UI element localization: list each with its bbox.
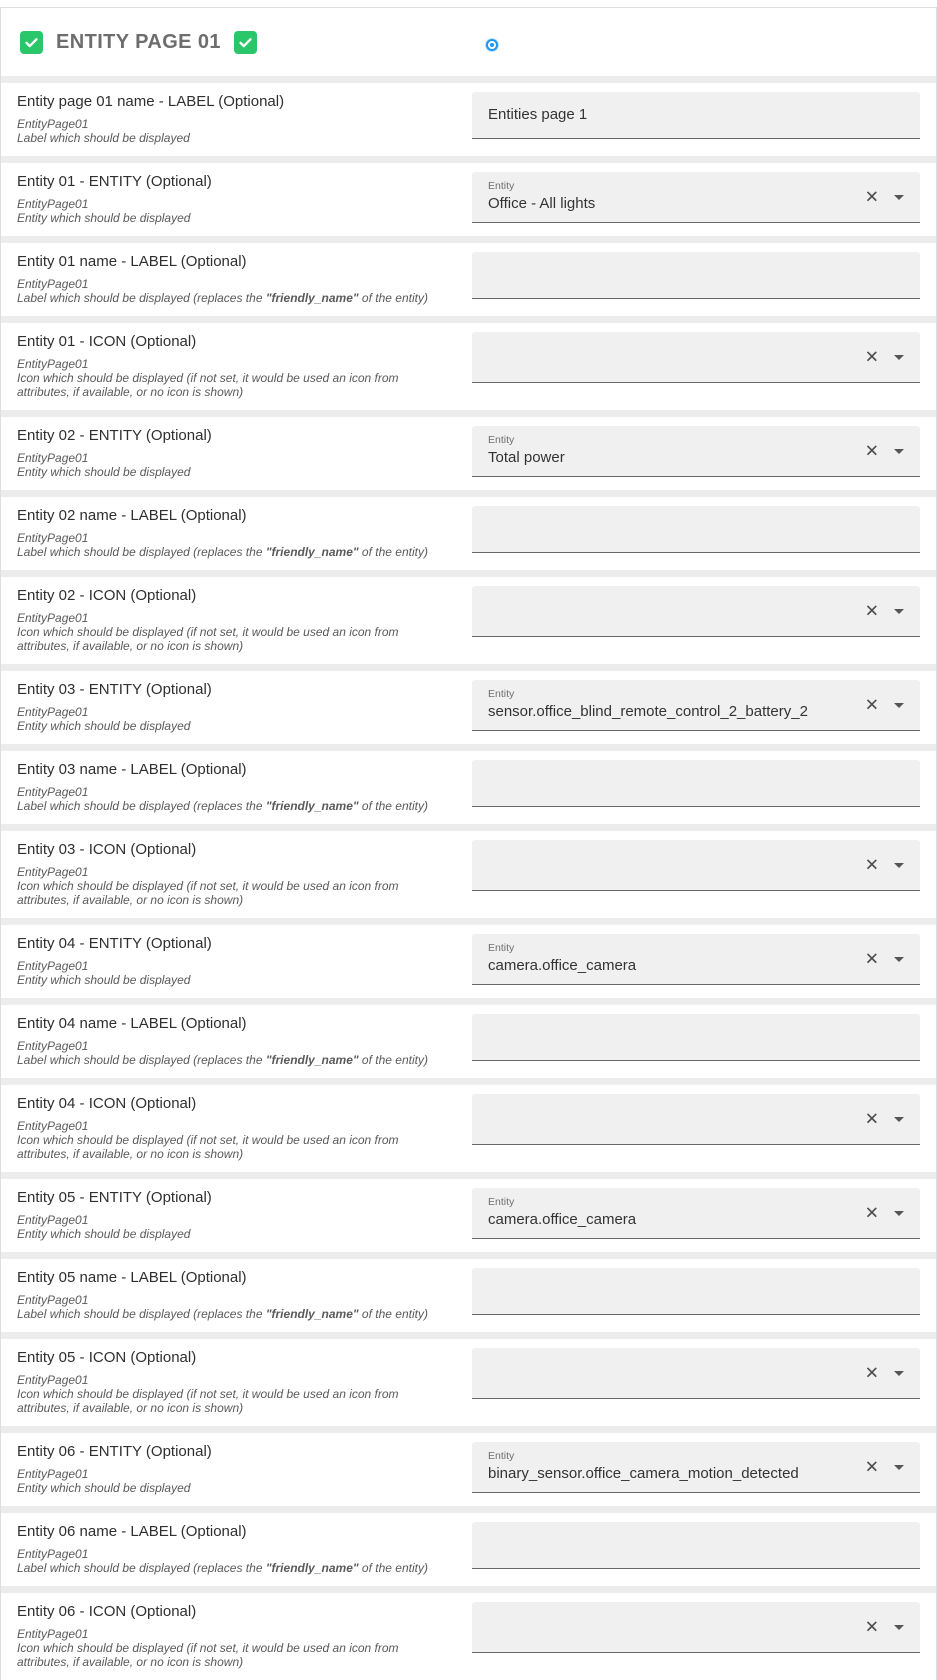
field-floating-label: Entity bbox=[488, 180, 515, 192]
description-text: Entity which should be displayed bbox=[17, 211, 191, 225]
field-title: Entity 04 - ICON (Optional) bbox=[17, 1095, 197, 1112]
clear-icon[interactable]: ✕ bbox=[864, 1203, 879, 1223]
description-text: Label which should be displayed (replaces the bbox=[17, 1307, 266, 1321]
clear-icon[interactable]: ✕ bbox=[864, 949, 879, 969]
field-description bbox=[17, 371, 444, 399]
form-row bbox=[1, 831, 936, 918]
field-title: Entity 02 - ENTITY (Optional) bbox=[17, 427, 212, 444]
field-info bbox=[17, 1188, 472, 1241]
field-input-column bbox=[472, 506, 920, 559]
description-text-tail: of the entity) bbox=[358, 1053, 428, 1067]
description-text: Entity which should be displayed bbox=[17, 465, 191, 479]
description-text-tail: of the entity) bbox=[358, 545, 428, 559]
field-title: Entity 01 name - LABEL (Optional) bbox=[17, 253, 247, 270]
icon-select[interactable] bbox=[472, 1094, 920, 1145]
field-subtitle: EntityPage01 bbox=[17, 611, 89, 625]
field-subtitle: EntityPage01 bbox=[17, 785, 89, 799]
field-subtitle: EntityPage01 bbox=[17, 451, 89, 465]
field-subtitle: EntityPage01 bbox=[17, 705, 89, 719]
field-description bbox=[17, 1387, 444, 1415]
field-input-column bbox=[472, 1442, 920, 1495]
field-info bbox=[17, 252, 472, 305]
field-description bbox=[17, 211, 444, 225]
clear-icon[interactable]: ✕ bbox=[864, 441, 879, 461]
label-text-input[interactable] bbox=[472, 1522, 920, 1569]
field-title: Entity 03 - ICON (Optional) bbox=[17, 841, 197, 858]
field-subtitle: EntityPage01 bbox=[17, 1373, 89, 1387]
field-title: Entity 03 - ENTITY (Optional) bbox=[17, 681, 212, 698]
dropdown-caret-icon[interactable] bbox=[894, 1465, 904, 1470]
description-bold-text: "friendly_name" bbox=[265, 799, 359, 813]
field-floating-label: Entity bbox=[488, 434, 515, 446]
field-input-column bbox=[472, 1188, 920, 1241]
description-text: Label which should be displayed (replaces the bbox=[17, 545, 266, 559]
field-floating-label bbox=[488, 1348, 904, 1360]
field-title: Entity 05 - ENTITY (Optional) bbox=[17, 1189, 212, 1206]
field-subtitle: EntityPage01 bbox=[17, 117, 89, 131]
field-subtitle: EntityPage01 bbox=[17, 1547, 89, 1561]
icon-select[interactable] bbox=[472, 332, 920, 383]
field-description bbox=[17, 465, 444, 479]
field-info bbox=[17, 1602, 472, 1669]
icon-select[interactable] bbox=[472, 586, 920, 637]
field-title: Entity 04 name - LABEL (Optional) bbox=[17, 1015, 247, 1032]
field-input-column bbox=[472, 92, 920, 145]
clear-icon[interactable]: ✕ bbox=[864, 1109, 879, 1129]
label-text-input[interactable] bbox=[472, 760, 920, 807]
field-info bbox=[17, 1442, 472, 1495]
clear-icon[interactable]: ✕ bbox=[864, 347, 879, 367]
description-text: Icon which should be displayed (if not set, it would be used an icon from attributes, if available, or no icon is shown) bbox=[17, 1387, 399, 1415]
description-text: Label which should be displayed (replaces the bbox=[17, 1053, 266, 1067]
description-bold-text: "friendly_name" bbox=[265, 1307, 359, 1321]
field-description bbox=[17, 625, 444, 653]
description-text: Icon which should be displayed (if not set, it would be used an icon from attributes, if available, or no icon is shown) bbox=[17, 625, 399, 653]
entity-page-panel bbox=[0, 7, 937, 1680]
field-floating-label bbox=[488, 332, 904, 344]
field-input-column bbox=[472, 586, 920, 653]
description-text: Label which should be displayed (replaces the bbox=[17, 1561, 266, 1575]
field-description bbox=[17, 1307, 444, 1321]
field-info bbox=[17, 1522, 472, 1575]
entity-select[interactable] bbox=[472, 426, 920, 477]
entity-select[interactable] bbox=[472, 680, 920, 731]
description-text: Icon which should be displayed (if not set, it would be used an icon from attributes, if available, or no icon is shown) bbox=[17, 1641, 399, 1669]
clear-icon[interactable]: ✕ bbox=[864, 187, 879, 207]
field-description bbox=[17, 719, 444, 733]
form-row bbox=[1, 1513, 936, 1586]
description-text: Icon which should be displayed (if not set, it would be used an icon from attributes, if available, or no icon is shown) bbox=[17, 879, 399, 907]
field-floating-label: Entity bbox=[488, 1450, 515, 1462]
entity-select[interactable] bbox=[472, 172, 920, 223]
field-info bbox=[17, 172, 472, 225]
field-value: Office - All lights bbox=[488, 195, 596, 212]
field-input-column bbox=[472, 252, 920, 305]
description-text-tail: of the entity) bbox=[358, 1561, 428, 1575]
field-value: sensor.office_blind_remote_control_2_battery_2 bbox=[488, 703, 808, 720]
icon-select[interactable] bbox=[472, 1602, 920, 1653]
field-description bbox=[17, 1641, 444, 1669]
description-bold-text: "friendly_name" bbox=[265, 545, 359, 559]
label-text-input[interactable] bbox=[472, 1268, 920, 1315]
dropdown-caret-icon[interactable] bbox=[894, 863, 904, 868]
field-description bbox=[17, 131, 444, 145]
field-value: binary_sensor.office_camera_motion_detected bbox=[488, 1465, 799, 1482]
field-description bbox=[17, 545, 444, 559]
dropdown-caret-icon[interactable] bbox=[894, 1211, 904, 1216]
description-text-tail: of the entity) bbox=[358, 291, 428, 305]
clear-icon[interactable]: ✕ bbox=[864, 601, 879, 621]
field-input-column bbox=[472, 840, 920, 907]
description-text: Label which should be displayed (replaces the bbox=[17, 799, 266, 813]
field-floating-label bbox=[488, 1094, 904, 1106]
page-radio-button[interactable] bbox=[488, 41, 496, 49]
field-info bbox=[17, 1268, 472, 1321]
field-title: Entity 02 - ICON (Optional) bbox=[17, 587, 197, 604]
form-row bbox=[1, 1433, 936, 1506]
field-floating-label: Entity bbox=[488, 1196, 515, 1208]
field-input-column bbox=[472, 760, 920, 813]
dropdown-caret-icon[interactable] bbox=[894, 1625, 904, 1630]
field-subtitle: EntityPage01 bbox=[17, 277, 89, 291]
description-bold-text: "friendly_name" bbox=[265, 1053, 359, 1067]
checkmark-icon bbox=[237, 34, 254, 51]
form-row bbox=[1, 1339, 936, 1426]
icon-select[interactable] bbox=[472, 1348, 920, 1399]
clear-icon[interactable]: ✕ bbox=[864, 695, 879, 715]
field-value: camera.office_camera bbox=[488, 1211, 637, 1228]
field-input-column bbox=[472, 680, 920, 733]
field-floating-label: Entity bbox=[488, 942, 515, 954]
field-input-column bbox=[472, 1014, 920, 1067]
field-subtitle: EntityPage01 bbox=[17, 1213, 89, 1227]
label-text-input[interactable] bbox=[472, 506, 920, 553]
field-description bbox=[17, 1053, 444, 1067]
checkmark-icon bbox=[23, 34, 40, 51]
form-row bbox=[1, 1259, 936, 1332]
field-subtitle: EntityPage01 bbox=[17, 1119, 89, 1133]
form-row bbox=[1, 671, 936, 744]
description-text: Label which should be displayed bbox=[17, 131, 190, 145]
field-floating-label bbox=[488, 586, 904, 598]
field-title: Entity 03 name - LABEL (Optional) bbox=[17, 761, 247, 778]
field-value: Total power bbox=[488, 449, 565, 466]
dropdown-caret-icon[interactable] bbox=[894, 449, 904, 454]
field-title: Entity 05 name - LABEL (Optional) bbox=[17, 1269, 247, 1286]
label-text-input[interactable] bbox=[472, 92, 920, 139]
field-title: Entity 05 - ICON (Optional) bbox=[17, 1349, 197, 1366]
page-enabled-checkbox[interactable] bbox=[20, 31, 43, 54]
field-input-column bbox=[472, 1602, 920, 1669]
field-floating-label: Entity bbox=[488, 688, 515, 700]
field-info bbox=[17, 760, 472, 813]
dropdown-caret-icon[interactable] bbox=[894, 957, 904, 962]
field-subtitle: EntityPage01 bbox=[17, 1627, 89, 1641]
field-input-column bbox=[472, 426, 920, 479]
field-title: Entity 02 name - LABEL (Optional) bbox=[17, 507, 247, 524]
description-text: Icon which should be displayed (if not set, it would be used an icon from attributes, if available, or no icon is shown) bbox=[17, 1133, 399, 1161]
clear-icon[interactable]: ✕ bbox=[864, 1617, 879, 1637]
icon-select[interactable] bbox=[472, 840, 920, 891]
field-input-column bbox=[472, 1522, 920, 1575]
field-input-column bbox=[472, 1348, 920, 1415]
description-text: Entity which should be displayed bbox=[17, 719, 191, 733]
form-row bbox=[1, 1085, 936, 1172]
field-floating-label bbox=[488, 1602, 904, 1614]
field-description bbox=[17, 1133, 444, 1161]
field-title: Entity 06 - ICON (Optional) bbox=[17, 1603, 197, 1620]
dropdown-caret-icon[interactable] bbox=[894, 355, 904, 360]
field-info bbox=[17, 680, 472, 733]
form-row bbox=[1, 417, 936, 490]
field-info bbox=[17, 1094, 472, 1161]
field-description bbox=[17, 973, 444, 987]
field-value: Entities page 1 bbox=[488, 106, 588, 123]
field-title: Entity 04 - ENTITY (Optional) bbox=[17, 935, 212, 952]
description-text: Entity which should be displayed bbox=[17, 1481, 191, 1495]
field-description bbox=[17, 1481, 444, 1495]
description-text-tail: of the entity) bbox=[358, 1307, 428, 1321]
field-info bbox=[17, 934, 472, 987]
form-row bbox=[1, 751, 936, 824]
label-text-input[interactable] bbox=[472, 252, 920, 299]
field-subtitle: EntityPage01 bbox=[17, 1467, 89, 1481]
description-text: Icon which should be displayed (if not set, it would be used an icon from attributes, if available, or no icon is shown) bbox=[17, 371, 399, 399]
form-row bbox=[1, 83, 936, 156]
field-description bbox=[17, 879, 444, 907]
page-title: ENTITY PAGE 01 bbox=[56, 30, 221, 53]
field-description bbox=[17, 291, 444, 305]
label-text-input[interactable] bbox=[472, 1014, 920, 1061]
field-info bbox=[17, 1348, 472, 1415]
description-bold-text: "friendly_name" bbox=[265, 291, 359, 305]
field-value: camera.office_camera bbox=[488, 957, 637, 974]
field-title: Entity 06 name - LABEL (Optional) bbox=[17, 1523, 247, 1540]
field-info bbox=[17, 332, 472, 399]
field-description bbox=[17, 1227, 444, 1241]
form-row bbox=[1, 243, 936, 316]
field-subtitle: EntityPage01 bbox=[17, 865, 89, 879]
field-title: Entity 01 - ENTITY (Optional) bbox=[17, 173, 212, 190]
entity-select[interactable] bbox=[472, 1442, 920, 1493]
description-text: Entity which should be displayed bbox=[17, 973, 191, 987]
field-input-column bbox=[472, 934, 920, 987]
form-row bbox=[1, 1593, 936, 1680]
page-header bbox=[1, 8, 936, 76]
field-info bbox=[17, 506, 472, 559]
dropdown-caret-icon[interactable] bbox=[894, 1371, 904, 1376]
description-text: Label which should be displayed (replaces the bbox=[17, 291, 266, 305]
field-info bbox=[17, 426, 472, 479]
field-info bbox=[17, 1014, 472, 1067]
clear-icon[interactable]: ✕ bbox=[864, 855, 879, 875]
field-subtitle: EntityPage01 bbox=[17, 531, 89, 545]
field-subtitle: EntityPage01 bbox=[17, 1293, 89, 1307]
entity-select[interactable] bbox=[472, 934, 920, 985]
field-title: Entity page 01 name - LABEL (Optional) bbox=[17, 93, 285, 110]
field-info bbox=[17, 586, 472, 653]
form-row bbox=[1, 1179, 936, 1252]
form-row bbox=[1, 925, 936, 998]
field-floating-label bbox=[488, 840, 904, 852]
form-row bbox=[1, 497, 936, 570]
field-subtitle: EntityPage01 bbox=[17, 959, 89, 973]
description-text-tail: of the entity) bbox=[358, 799, 428, 813]
description-bold-text: "friendly_name" bbox=[265, 1561, 359, 1575]
form-row bbox=[1, 323, 936, 410]
form-row bbox=[1, 577, 936, 664]
field-input-column bbox=[472, 172, 920, 225]
clear-icon[interactable]: ✕ bbox=[864, 1457, 879, 1477]
field-info bbox=[17, 840, 472, 907]
form-row bbox=[1, 163, 936, 236]
field-title: Entity 06 - ENTITY (Optional) bbox=[17, 1443, 212, 1460]
dropdown-caret-icon[interactable] bbox=[894, 195, 904, 200]
entity-select[interactable] bbox=[472, 1188, 920, 1239]
dropdown-caret-icon[interactable] bbox=[894, 1117, 904, 1122]
field-input-column bbox=[472, 1094, 920, 1161]
form-row bbox=[1, 1005, 936, 1078]
field-info bbox=[17, 92, 472, 145]
dropdown-caret-icon[interactable] bbox=[894, 609, 904, 614]
clear-icon[interactable]: ✕ bbox=[864, 1363, 879, 1383]
field-subtitle: EntityPage01 bbox=[17, 357, 89, 371]
field-subtitle: EntityPage01 bbox=[17, 197, 89, 211]
field-description bbox=[17, 799, 444, 813]
field-input-column bbox=[472, 332, 920, 399]
field-input-column bbox=[472, 1268, 920, 1321]
description-text: Entity which should be displayed bbox=[17, 1227, 191, 1241]
dropdown-caret-icon[interactable] bbox=[894, 703, 904, 708]
field-subtitle: EntityPage01 bbox=[17, 1039, 89, 1053]
field-title: Entity 01 - ICON (Optional) bbox=[17, 333, 197, 350]
page-secondary-checkbox[interactable] bbox=[234, 31, 257, 54]
